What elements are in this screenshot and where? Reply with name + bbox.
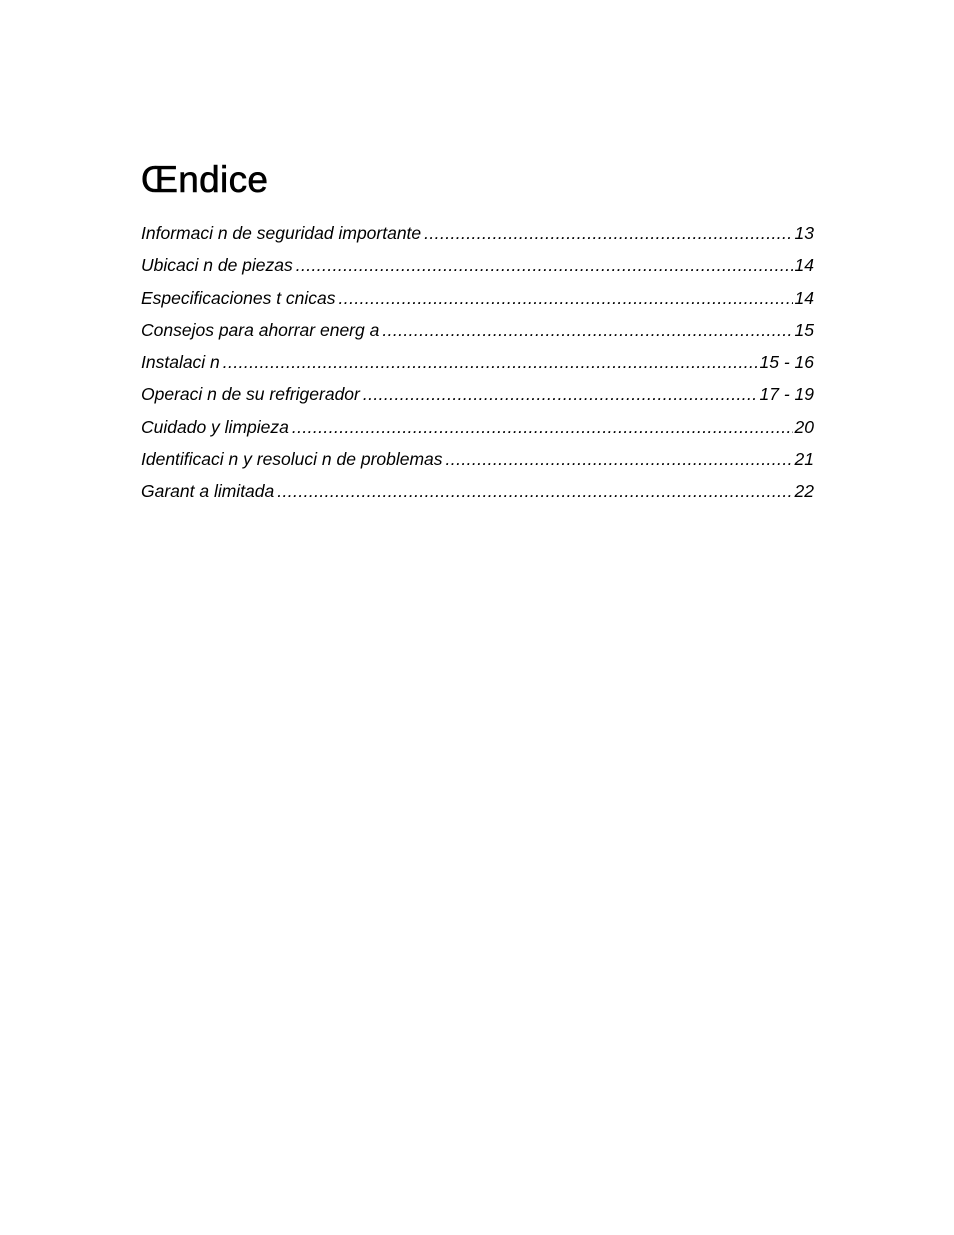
toc-entry bbox=[141, 220, 814, 252]
toc-entry bbox=[141, 381, 814, 413]
toc-entry-page: 21 bbox=[794, 449, 814, 470]
toc-entry-label: Informaci n de seguridad importante bbox=[141, 223, 422, 243]
toc-entry-label: Instalaci n bbox=[141, 352, 220, 373]
toc-entry bbox=[141, 252, 814, 284]
toc-entry-page: 13 bbox=[794, 223, 814, 243]
toc-entry-label: Operaci n de su refrigerador bbox=[141, 384, 360, 405]
toc-dot-leader bbox=[277, 478, 792, 504]
toc-entry-label: Consejos para ahorrar energ a bbox=[141, 319, 380, 340]
table-of-contents bbox=[141, 220, 814, 511]
toc-entry-page: 17 - 19 bbox=[759, 384, 814, 405]
toc-entry-page: 20 bbox=[794, 416, 814, 437]
toc-dot-leader bbox=[424, 220, 792, 246]
toc-entry bbox=[141, 446, 814, 478]
toc-entry-label: Especificaciones t cnicas bbox=[141, 287, 336, 308]
toc-dot-leader bbox=[382, 317, 792, 343]
toc-entry-page: 14 bbox=[794, 255, 814, 276]
toc-entry-page: 22 bbox=[794, 481, 814, 502]
toc-entry-label: Ubicaci n de piezas bbox=[141, 255, 293, 276]
toc-dot-leader bbox=[339, 285, 793, 311]
toc-dot-leader bbox=[363, 381, 758, 407]
toc-entry bbox=[141, 478, 814, 510]
toc-entry-label: Identificaci n y resoluci n de problemas bbox=[141, 449, 443, 470]
toc-entry bbox=[141, 414, 814, 446]
toc-entry-label: Cuidado y limpieza bbox=[141, 416, 289, 437]
toc-entry-page: 15 bbox=[794, 319, 814, 340]
toc-dot-leader bbox=[296, 252, 793, 278]
toc-dot-leader bbox=[223, 349, 758, 375]
toc-entry-page: 15 - 16 bbox=[759, 352, 814, 373]
toc-dot-leader bbox=[446, 446, 793, 472]
toc-entry bbox=[141, 285, 814, 317]
toc-entry-page: 14 bbox=[794, 287, 814, 308]
toc-dot-leader bbox=[292, 414, 793, 440]
page-title: Œndice bbox=[141, 159, 269, 200]
toc-entry-label: Garant a limitada bbox=[141, 481, 275, 502]
toc-entry bbox=[141, 349, 814, 381]
toc-entry bbox=[141, 317, 814, 349]
